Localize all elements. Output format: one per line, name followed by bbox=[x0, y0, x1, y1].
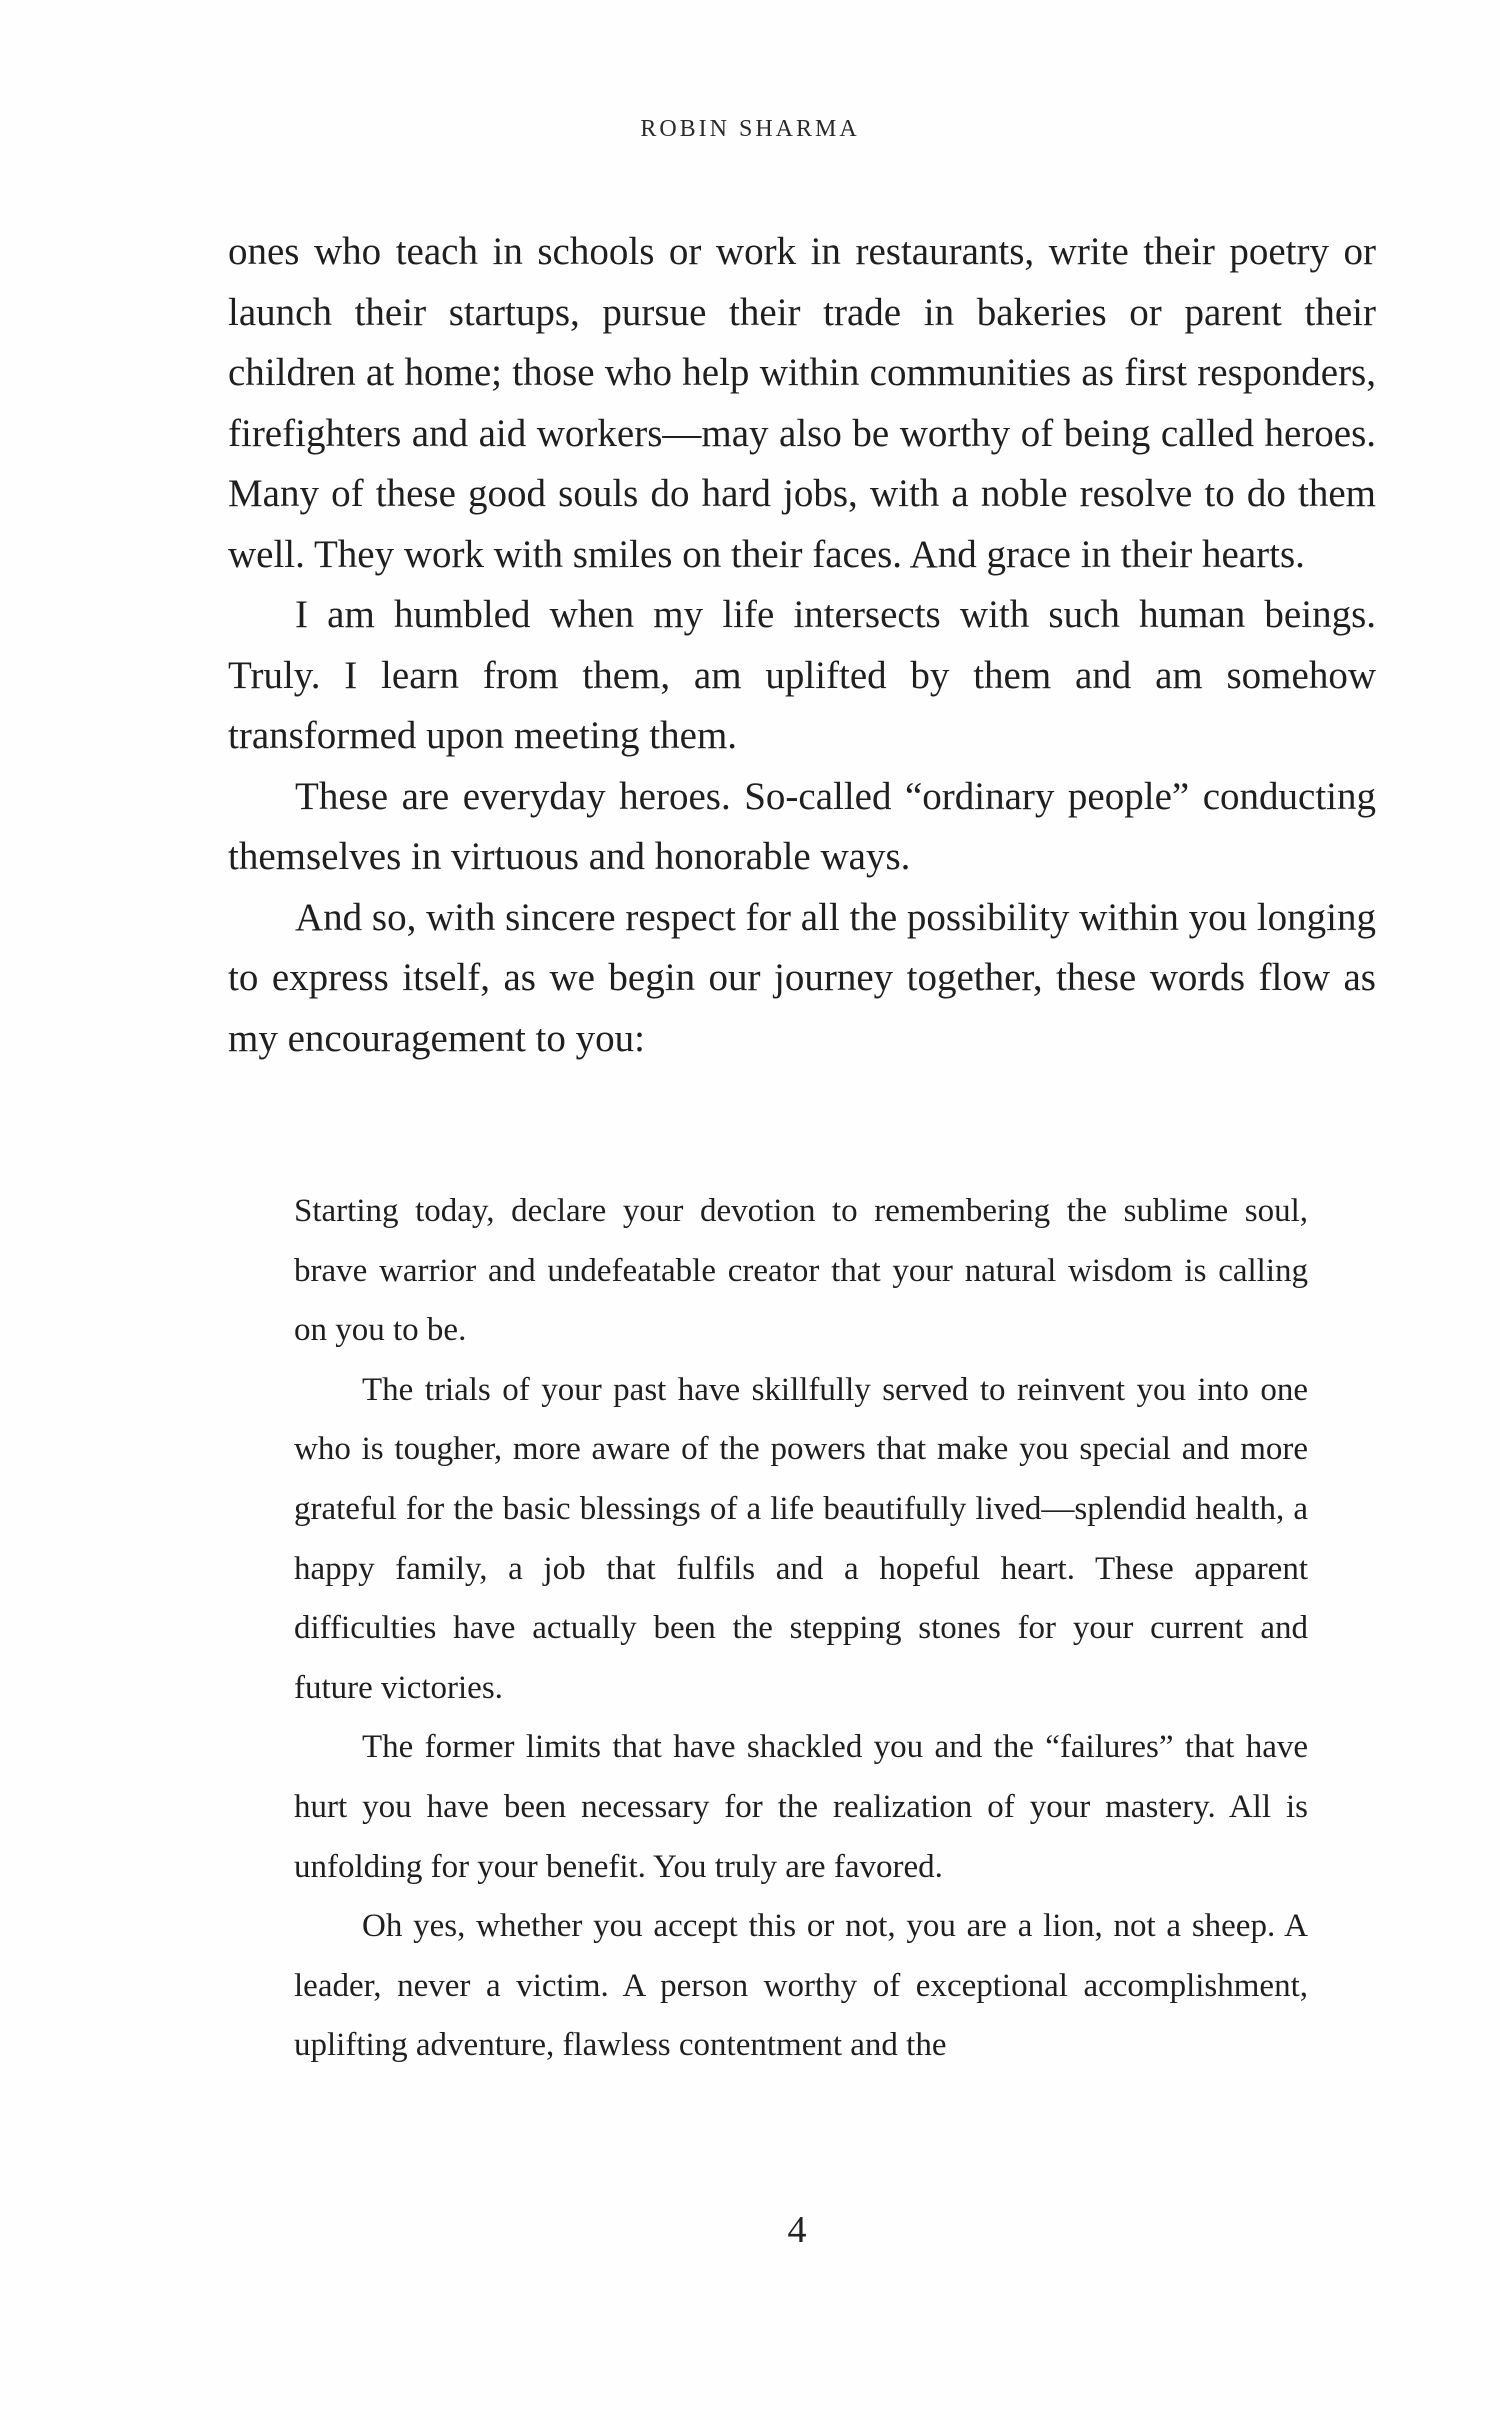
main-text bbox=[228, 222, 1376, 1069]
quote-paragraph: Starting today, declare your devotion to remembering the sublime soul, brave warrior and undefeatable creator that your natural wisdom is calling on you to be. bbox=[294, 1193, 1308, 1349]
quote-paragraph: The trials of your past have skillfully served to reinvent you into one who is tougher, more aware of the powers that make you special and more grateful for the basic blessings of a life beautifully lived—splendid health, a happy family, a job that fulfils and a hopeful heart. These apparent difficulties have actually been the stepping stones for your current and future victories. bbox=[294, 1371, 1308, 1706]
paragraph: And so, with sincere respect for all the possibility within you longing to express itself, as we begin our journey together, these words flow as my encouragement to you: bbox=[228, 895, 1377, 1060]
quote-paragraph: The former limits that have shackled you and the “failures” that have hurt you have been necessary for the realization of your mastery. All is unfolding for your benefit. You truly are favored. bbox=[294, 1729, 1308, 1885]
running-head: ROBIN SHARMA bbox=[640, 116, 860, 142]
block-quote bbox=[294, 1182, 1308, 2076]
paragraph: These are everyday heroes. So-called “ordinary people” conducting themselves in virtuous and honorable ways. bbox=[228, 774, 1376, 878]
paragraph: I am humbled when my life intersects with such human beings. Truly. I learn from them, am uplifted by them and am somehow transformed upon meeting them. bbox=[228, 593, 1376, 757]
quote-paragraph: Oh yes, whether you accept this or not, you are a lion, not a sheep. A leader, never a victim. A person worthy of exceptional accomplishment, uplifting adventure, flawless contentment and the bbox=[294, 1908, 1308, 2064]
paragraph: ones who teach in schools or work in restaurants, write their poetry or launch their startups, pursue their trade in bakeries or parent their children at home; those who help within communities as first responders, firefighters and aid workers—may also be worthy of being called heroes. Many of these good souls do hard jobs, with a noble resolve to do them well. They work with smiles on their faces. And grace in their hearts. bbox=[228, 230, 1376, 576]
page-number: 4 bbox=[787, 2209, 807, 2251]
